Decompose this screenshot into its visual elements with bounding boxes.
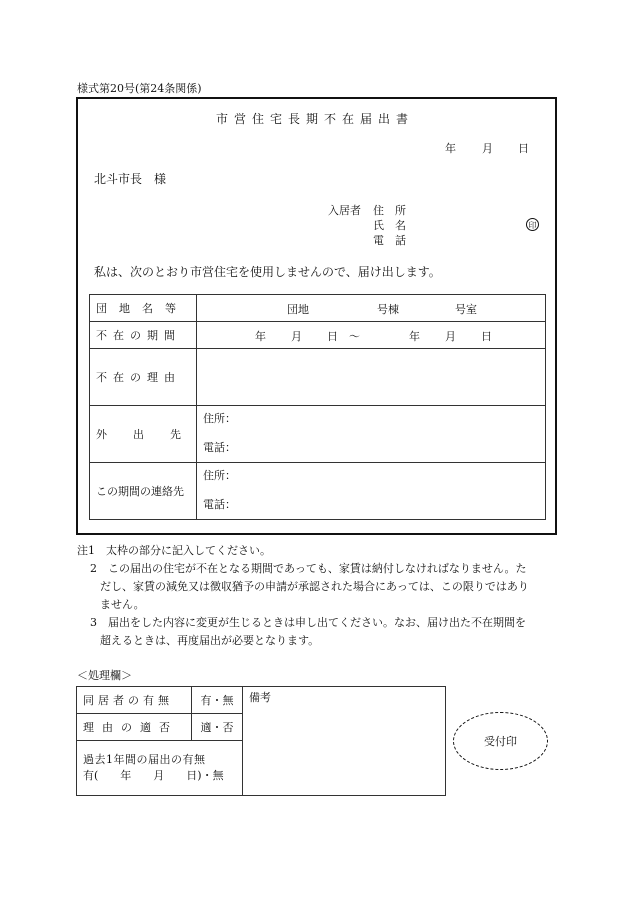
processing-heading: ＜処理欄＞ bbox=[77, 669, 132, 682]
table-row bbox=[90, 322, 546, 349]
date-month-label: 月 bbox=[482, 142, 493, 155]
destination-address-label: 住所： bbox=[203, 412, 236, 425]
period-end-year: 年 bbox=[409, 329, 420, 343]
complex-name-field bbox=[197, 295, 546, 322]
reason-validity-value: 適・否 bbox=[192, 714, 243, 741]
period-start-day: 日 〜 bbox=[327, 329, 360, 343]
reception-stamp bbox=[453, 712, 548, 770]
room-unit-label: 号室 bbox=[455, 302, 477, 316]
applicant-role: 入居者 bbox=[328, 204, 361, 217]
label-absence-period: 不在の期間 bbox=[90, 322, 197, 349]
period-end-month: 月 bbox=[445, 329, 456, 343]
contact-field bbox=[197, 463, 546, 520]
period-end-day: 日 bbox=[481, 329, 492, 343]
applicant-name-label: 氏 名 bbox=[373, 219, 406, 232]
table-row bbox=[90, 406, 546, 463]
table-row bbox=[77, 687, 446, 714]
contact-address-label: 住所： bbox=[203, 469, 236, 482]
form-title: 市営住宅長期不在届出書 bbox=[215, 112, 414, 126]
remarks-label: 備考 bbox=[249, 691, 271, 704]
period-start-month: 月 bbox=[291, 329, 302, 343]
table-row bbox=[90, 349, 546, 406]
cohabitants-value: 有・無 bbox=[192, 687, 243, 714]
remarks-cell bbox=[243, 687, 446, 796]
note-2-line-1: 2 この届出の住宅が不在となる期間であっても、家賃は納付しなければなりません。た bbox=[90, 562, 527, 575]
label-reason-validity: 理由の適否 bbox=[77, 714, 192, 741]
label-destination: 外出先 bbox=[90, 406, 197, 463]
addressee: 北斗市長 様 bbox=[94, 172, 167, 186]
note-2-line-3: ません。 bbox=[100, 598, 145, 611]
past-notifications-cell bbox=[77, 741, 243, 796]
intro-text: 私は、次のとおり市営住宅を使用しませんので、届け出します。 bbox=[94, 265, 441, 279]
label-absence-reason: 不在の理由 bbox=[90, 349, 197, 406]
applicant-address-label: 住 所 bbox=[373, 204, 406, 217]
seal-mark: 印 bbox=[526, 218, 539, 231]
contact-phone-label: 電話： bbox=[203, 498, 236, 511]
date-year-label: 年 bbox=[445, 142, 456, 155]
label-complex-name: 団地名等 bbox=[90, 295, 197, 322]
reception-stamp-label: 受付印 bbox=[484, 735, 517, 748]
building-unit-label: 号棟 bbox=[377, 302, 399, 316]
complex-unit-label: 団地 bbox=[287, 302, 309, 316]
destination-phone-label: 電話： bbox=[203, 441, 236, 454]
notes bbox=[77, 542, 529, 650]
destination-field bbox=[197, 406, 546, 463]
note-3-line-2: 超えるときは、再度届出が必要となります。 bbox=[100, 634, 320, 647]
processing-table bbox=[76, 686, 446, 796]
label-past-notifications: 過去1年間の届出の有無 bbox=[83, 753, 206, 766]
absence-reason-field bbox=[197, 349, 546, 406]
date-day-label: 日 bbox=[518, 142, 529, 155]
past-notifications-value: 有( 年 月 日)・無 bbox=[83, 769, 224, 782]
label-cohabitants: 同居者の有無 bbox=[77, 687, 192, 714]
form-number: 様式第20号(第24条関係) bbox=[77, 82, 202, 95]
absence-period-field bbox=[197, 322, 546, 349]
period-start-year: 年 bbox=[255, 329, 266, 343]
table-row bbox=[90, 295, 546, 322]
label-contact: この期間の連絡先 bbox=[90, 463, 197, 520]
note-1: 注1 太枠の部分に記入してください。 bbox=[77, 544, 271, 557]
details-table bbox=[89, 294, 546, 520]
note-3-line-1: 3 届出をした内容に変更が生じるときは申し出てください。なお、届け出た不在期間を bbox=[90, 616, 526, 629]
note-2-line-2: だし、家賃の減免又は徴収猶予の申請が承認された場合にあっては、この限りではあり bbox=[100, 580, 529, 593]
table-row bbox=[90, 463, 546, 520]
applicant-phone-label: 電 話 bbox=[373, 234, 406, 247]
